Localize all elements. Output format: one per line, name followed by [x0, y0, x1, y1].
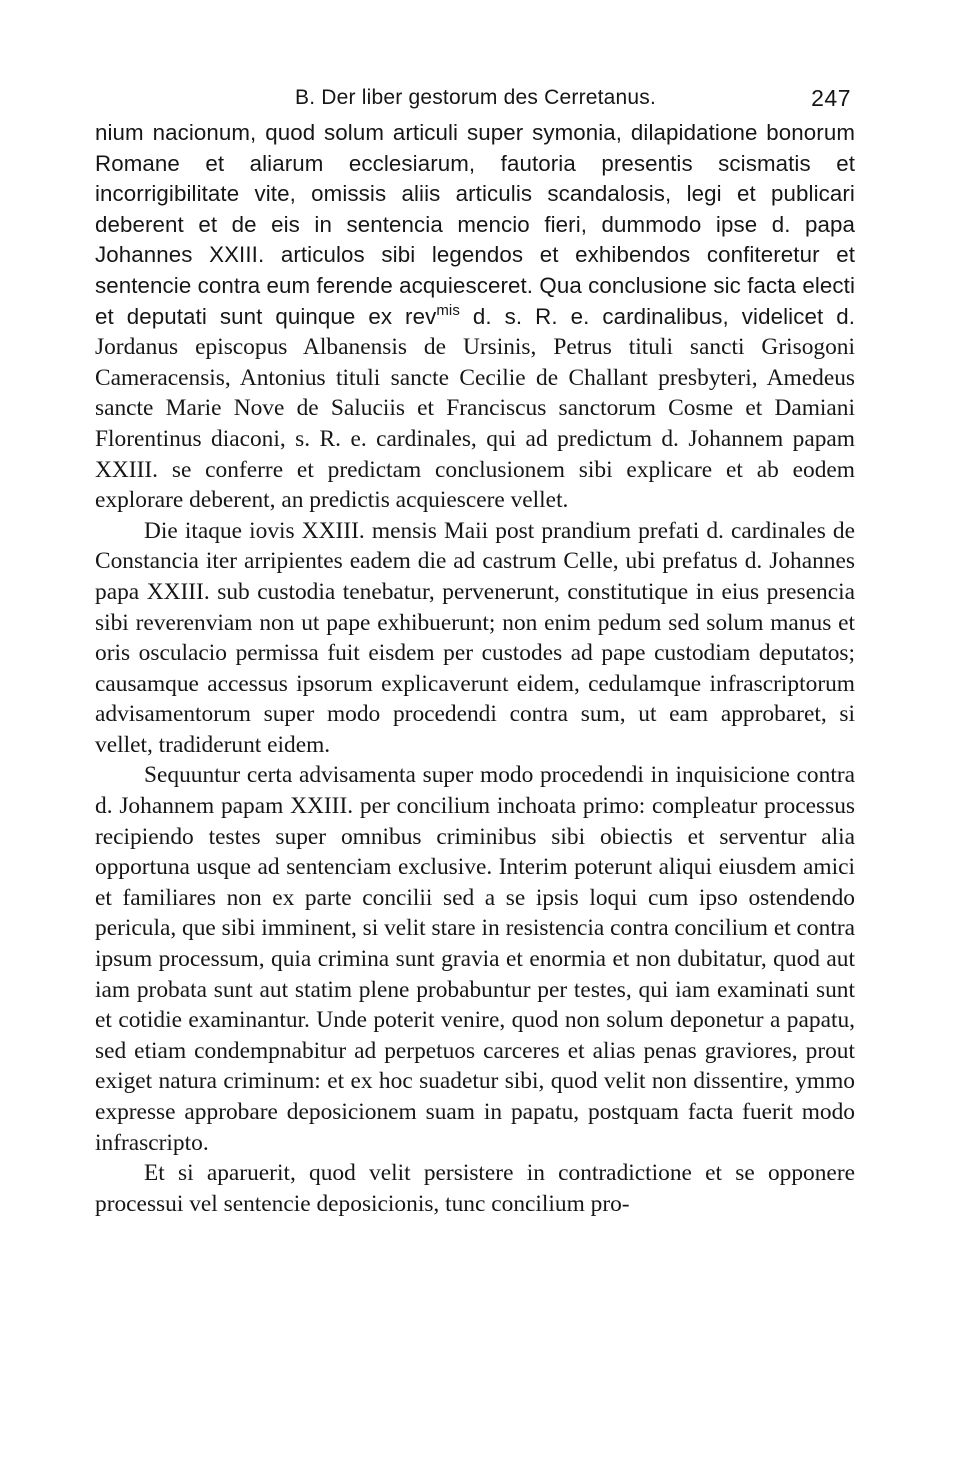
paragraph-4: Et si aparuerit, quod velit persistere in contradictione et se opponere processui vel sentencie deposicionis, tunc concilium pro-	[95, 1160, 855, 1217]
body-text	[95, 118, 855, 1219]
document-page	[95, 78, 855, 1219]
running-head	[95, 78, 855, 118]
reverendissimis-superscript: mis	[436, 301, 460, 319]
paragraph-1-sans-continuation: d. s. R. e. cardinalibus, videlicet d.	[459, 303, 855, 329]
paragraph-3: Sequuntur certa advisamenta super modo procedendi in inquisicione contra d. Johannem papam XXIII. per concilium inchoata primo: compleatur processus recipiendo testes super omnibus criminibus sibi obiectis et serventur alia opportuna usque ad sentenciam exclusive. Interim poterunt aliqui eiusdem amici et familiares non ex parte concilii sed a se ipsis loqui cum ipso ostendendo pericula, que sibi imminent, si velit stare in resistencia contra concilium et contra ipsum processum, quia crimina sunt gravia et enormia et non dubitatur, quod aut iam probata sunt aut statim plene probabuntur per testes, qui iam examinati sunt et cotidie examinantur. Unde poterit venire, quod non solum deponetur a papatu, sed etiam condempnabitur ad perpetuos carceres et alias penas graviores, prout exiget natura criminum: et ex hoc suadetur sibi, quod velit non dissentire, ymmo expresse approbare deposicionem suam in papatu, postquam facta fuerit modo infrascripto.	[95, 762, 855, 1156]
paragraph-2: Die itaque iovis XXIII. mensis Maii post prandium prefati d. cardinales de Constancia iter arripientes eadem die ad castrum Celle, ubi prefatus d. Johannes papa XXIII. sub custodia tenebatur, pervenerunt, constitutique in eius presencia sibi reverenviam non ut pape exhibuerunt; non enim pedum sed solum manus et oris osculacio permissa fuit eisdem per custodes ad pape custodiam deputatos; causamque accessus ipsorum explicaverunt eidem, cedulamque infrascriptorum advisamentorum super modo procedendi contra sum, ut eam approbaret, si vellet, tradiderunt eidem.	[95, 517, 855, 758]
running-title: B. Der liber gestorum des Cerretanus.	[295, 86, 657, 109]
page-number: 247	[811, 85, 851, 111]
paragraph-1-sans-text: nium nacionum, quod solum articuli super symonia, dilapidatione bonorum Romane et aliarum ecclesiarum, fautoria presentis scismatis et incorrigibilitate vite, omissis aliis articulis scandalosis, legi et publicari deberent et de eis in sentencia mencio fieri, dummodo ipse d. papa Johannes XXIII. articulos sibi legendos et exhibendos confiteretur et sentencie contra eum ferende acquiesceret. Qua conclusione sic facta electi et deputati sunt quinque ex rev	[95, 120, 855, 329]
paragraph-1	[95, 118, 855, 516]
paragraph-1-serif-text: Jordanus episcopus Albanensis de Ursinis, Petrus tituli sancti Grisogoni Cameracensis, Antonius tituli sancte Cecilie de Challant presbyteri, Amedeus sancte Marie Nove de Saluciis et Franciscus sanctorum Cosme et Damiani Florentinus diaconi, s. R. e. cardinales, qui ad predictum d. Johannem papam XXIII. se conferre et predictam conclusionem sibi explicare et ab eodem explorare deberent, an predictis acquiescere vellet.	[95, 334, 855, 514]
